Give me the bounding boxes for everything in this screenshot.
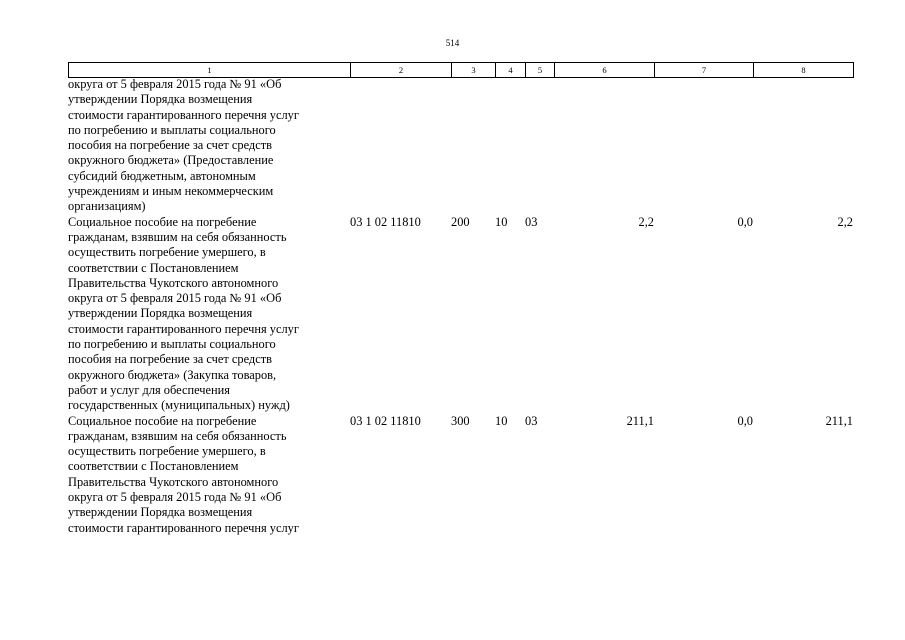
description-line: стоимости гарантированного перечня услуг <box>68 321 299 336</box>
description-line: округа от 5 февраля 2015 года № 91 «Об <box>68 291 282 306</box>
budget-code-cell: 03 1 02 11810 <box>350 214 421 229</box>
section-cell: 10 <box>495 214 508 229</box>
expense-type-cell: 300 <box>451 413 470 428</box>
row-description <box>68 414 353 536</box>
description-line: учреждениям и иным некоммерческим <box>68 184 274 199</box>
amount-col6-cell: 2,2 <box>638 214 654 229</box>
description-line: округа от 5 февраля 2015 года № 91 «Об <box>68 490 282 505</box>
description-line: утверждении Порядка возмещения <box>68 306 253 321</box>
amount-col8-cell: 211,1 <box>825 413 853 428</box>
description-line: субсидий бюджетным, автономным <box>68 168 256 183</box>
expense-type-cell: 200 <box>451 214 470 229</box>
table-body <box>68 77 853 536</box>
description-line: пособия на погребение за счет средств <box>68 352 272 367</box>
description-line: Социальное пособие на погребение <box>68 214 257 229</box>
description-line: гражданам, взявшим на себя обязанность <box>68 229 287 244</box>
column-header-8: 8 <box>754 63 854 78</box>
amount-col7-cell: 0,0 <box>737 413 753 428</box>
amount-col6-cell: 211,1 <box>626 413 654 428</box>
section-cell: 10 <box>495 413 508 428</box>
description-line: утверждении Порядка возмещения <box>68 92 253 107</box>
description-line: осуществить погребение умершего, в <box>68 444 266 459</box>
description-line: соответствии с Постановлением <box>68 459 239 474</box>
row-description <box>68 215 353 414</box>
description-line: гражданам, взявшим на себя обязанность <box>68 428 287 443</box>
amount-col8-cell: 2,2 <box>837 214 853 229</box>
description-line: по погребению и выплаты социального <box>68 122 276 137</box>
table-row <box>68 414 853 536</box>
description-line: Социальное пособие на погребение <box>68 413 257 428</box>
row-description <box>68 77 353 215</box>
description-line: Правительства Чукотского автономного <box>68 275 279 290</box>
description-line: государственных (муниципальных) нужд) <box>68 398 290 413</box>
description-line: утверждении Порядка возмещения <box>68 505 253 520</box>
description-line: округа от 5 февраля 2015 года № 91 «Об <box>68 77 282 91</box>
column-header-6: 6 <box>555 63 655 78</box>
description-line: осуществить погребение умершего, в <box>68 245 266 260</box>
description-line: окружного бюджета» (Закупка товаров, <box>68 367 277 382</box>
column-header-1: 1 <box>69 63 351 78</box>
page-number: 514 <box>445 38 460 48</box>
description-line: стоимости гарантированного перечня услуг <box>68 520 299 535</box>
description-line: работ и услуг для обеспечения <box>68 382 230 397</box>
budget-code-cell: 03 1 02 11810 <box>350 413 421 428</box>
column-header-4: 4 <box>496 63 526 78</box>
amount-col7-cell: 0,0 <box>737 214 753 229</box>
description-line: организациям) <box>68 199 146 214</box>
description-line: стоимости гарантированного перечня услуг <box>68 107 299 122</box>
subsection-cell: 03 <box>525 214 538 229</box>
table-row <box>68 77 853 215</box>
description-line: Правительства Чукотского автономного <box>68 474 279 489</box>
description-line: соответствии с Постановлением <box>68 260 239 275</box>
column-header-row <box>69 63 854 78</box>
column-header-3: 3 <box>452 63 496 78</box>
description-line: окружного бюджета» (Предоставление <box>68 153 274 168</box>
table-row <box>68 215 853 414</box>
description-line: пособия на погребение за счет средств <box>68 138 272 153</box>
column-header-7: 7 <box>655 63 754 78</box>
column-header-table <box>68 62 854 78</box>
column-header-5: 5 <box>526 63 555 78</box>
subsection-cell: 03 <box>525 413 538 428</box>
description-line: по погребению и выплаты социального <box>68 337 276 352</box>
column-header-2: 2 <box>351 63 452 78</box>
